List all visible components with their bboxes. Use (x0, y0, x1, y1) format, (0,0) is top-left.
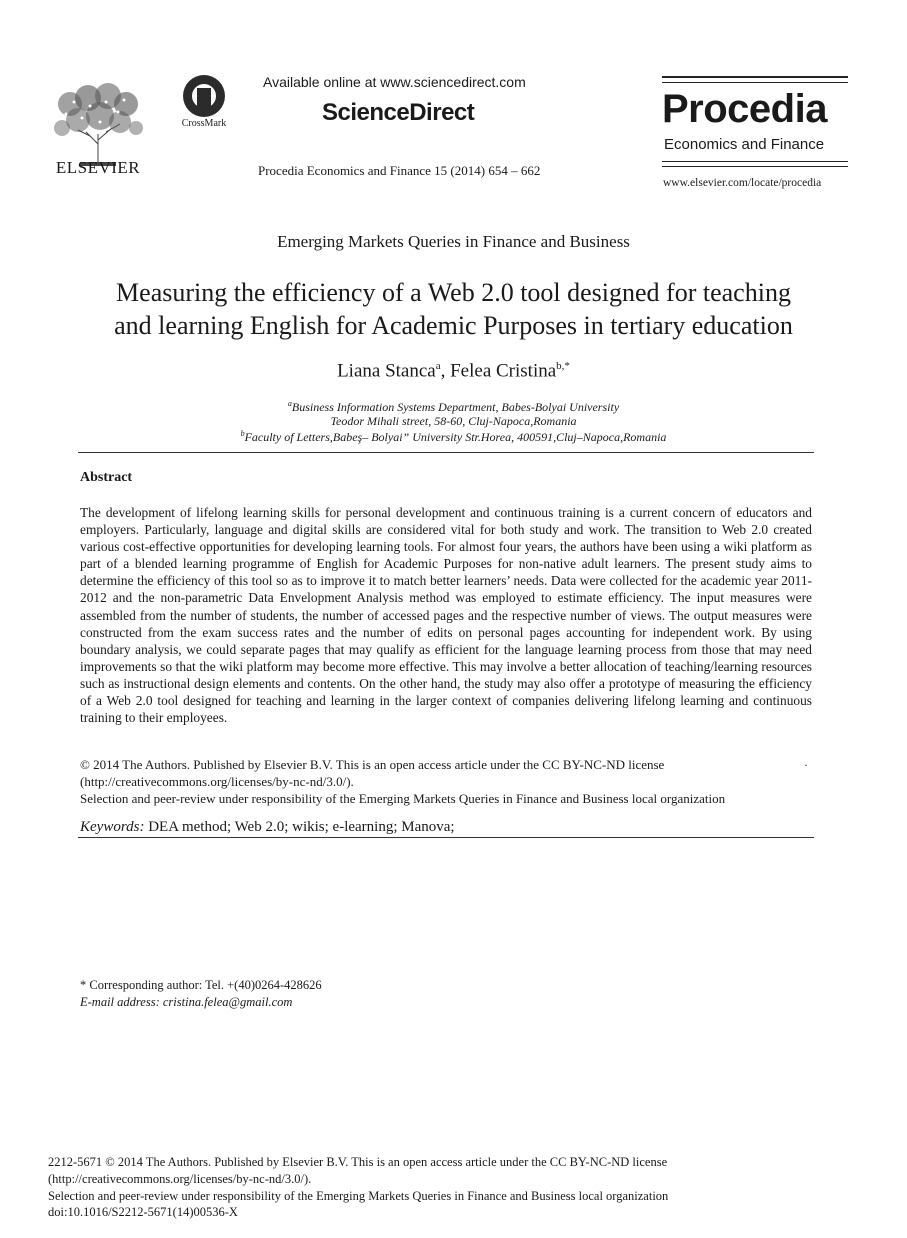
copyright-line-1: © 2014 The Authors. Published by Elsevier B.V. This is an open access article under the CC BY-NC-ND license (80, 757, 665, 772)
email-line (80, 994, 322, 1011)
conference-name: Emerging Markets Queries in Finance and Business (277, 232, 630, 251)
affiliation-b (0, 429, 907, 445)
author-list (0, 360, 907, 382)
author-1: Liana Stanca (337, 360, 436, 382)
author-2-affiliation-mark: b,* (556, 360, 570, 372)
procedia-logo: Procedia (662, 87, 827, 131)
abstract-top-rule (78, 452, 814, 453)
procedia-url-link[interactable]: www.elsevier.com/locate/procedia (663, 177, 822, 189)
title-line-1: Measuring the efficiency of a Web 2.0 tool designed for teaching (116, 278, 791, 307)
abstract-body: The development of lifelong learning skills for personal development and continuous training is a current concern of educators and employers. Particularly, language and digital skills are considered vital for both study and work. The transition to Web 2.0 created various cost-effective opportunities for developing learning tools. For almost four years, the authors have been using a wiki platform as part of a blended learning programme of English for Academic Purposes for non-native adult learners. The present study aims to determine the efficiency of this tool so as to improve it to match better learners’ needs. Data were collected for the academic year 2011-2012 and the non-parametric Data Envelopment Analysis method was employed to estimate efficiency. The input measures were assembled from the number of students, the number of accessed pages and the respective number of views. The output measures were constructed from the exam success rates and the number of edits on personal pages accounting for independent work. By using boundary analysis, we could separate pages that may qualify as efficient for the language learning process from those that may need improvements so that the wiki platform may become more effective. This may involve a better allocation of teaching/learning resources such as instructional design elements and contents. On the other hand, the study may also offer a prototype of measuring the efficiency of a Web 2.0 tool designed for teaching and learning in the larger context of companies delivering lifelong learning and continuous training to their employees. (80, 505, 812, 726)
title-line-2: and learning English for Academic Purposes in tertiary education (114, 311, 793, 340)
peer-review-note: Selection and peer-review under responsibility of the Emerging Markets Queries in Finance and Business local organization (80, 791, 726, 806)
author-2: Felea Cristina (450, 360, 557, 382)
sciencedirect-logo[interactable]: ScienceDirect (322, 99, 475, 126)
author-separator: , (440, 360, 451, 382)
affiliation-a-line-1: Business Information Systems Department, Babes-Bolyai University (291, 400, 620, 414)
footer-issn-copyright: 2212-5671 © 2014 The Authors. Published by Elsevier B.V. This is an open access article under the CC BY-NC-ND license (48, 1155, 668, 1169)
copyright-notice (80, 756, 812, 807)
keywords (80, 819, 455, 836)
correspondence-note (80, 977, 322, 1011)
keywords-list: DEA method; Web 2.0; wikis; e-learning; Manova; (144, 819, 455, 835)
crossmark-label: CrossMark (181, 118, 227, 129)
footer-peer-review: Selection and peer-review under responsibility of the Emerging Markets Queries in Finance and Business local organization (48, 1188, 669, 1203)
affiliation-a-address: Teodor Mihali street, 58-60, Cluj-Napoca,Romania (330, 414, 577, 428)
email-label: E-mail address: (80, 995, 160, 1009)
stray-dot: · (804, 758, 808, 772)
procedia-divider (662, 161, 848, 162)
email-address[interactable]: cristina.felea@gmail.com (159, 995, 293, 1009)
available-online-text[interactable]: Available online at www.sciencedirect.com (263, 74, 526, 90)
corresponding-author-line: * Corresponding author: Tel. +(40)0264-428626 (80, 978, 322, 992)
affiliation-a (0, 399, 907, 415)
footer-license-link[interactable]: (http://creativecommons.org/licenses/by-nc-nd/3.0/). (48, 1171, 312, 1186)
article-title (60, 276, 847, 342)
license-link[interactable]: (http://creativecommons.org/licenses/by-nc-nd/3.0/). (80, 774, 354, 789)
elsevier-wordmark: ELSEVIER (55, 158, 141, 177)
keywords-bottom-rule (78, 837, 814, 838)
journal-citation: Procedia Economics and Finance 15 (2014) 654 – 662 (258, 163, 541, 178)
author-1-affiliation-mark: a (435, 360, 441, 372)
abstract-heading: Abstract (80, 470, 133, 485)
procedia-divider-2 (662, 166, 848, 167)
affiliation-a-mark: a (287, 399, 292, 408)
procedia-top-rule (662, 76, 848, 83)
affiliation-b-line: Faculty of Letters,Babeş– Bolyai” University Str.Horea, 400591,Cluj–Napoca,Romania (244, 430, 667, 444)
affiliation-b-mark: b (240, 429, 245, 438)
keywords-label: Keywords: (80, 819, 145, 835)
footer-doi[interactable]: doi:10.1016/S2212-5671(14)00536-X (48, 1205, 238, 1220)
page-footer (48, 1154, 808, 1221)
procedia-subtitle: Economics and Finance (664, 136, 825, 153)
